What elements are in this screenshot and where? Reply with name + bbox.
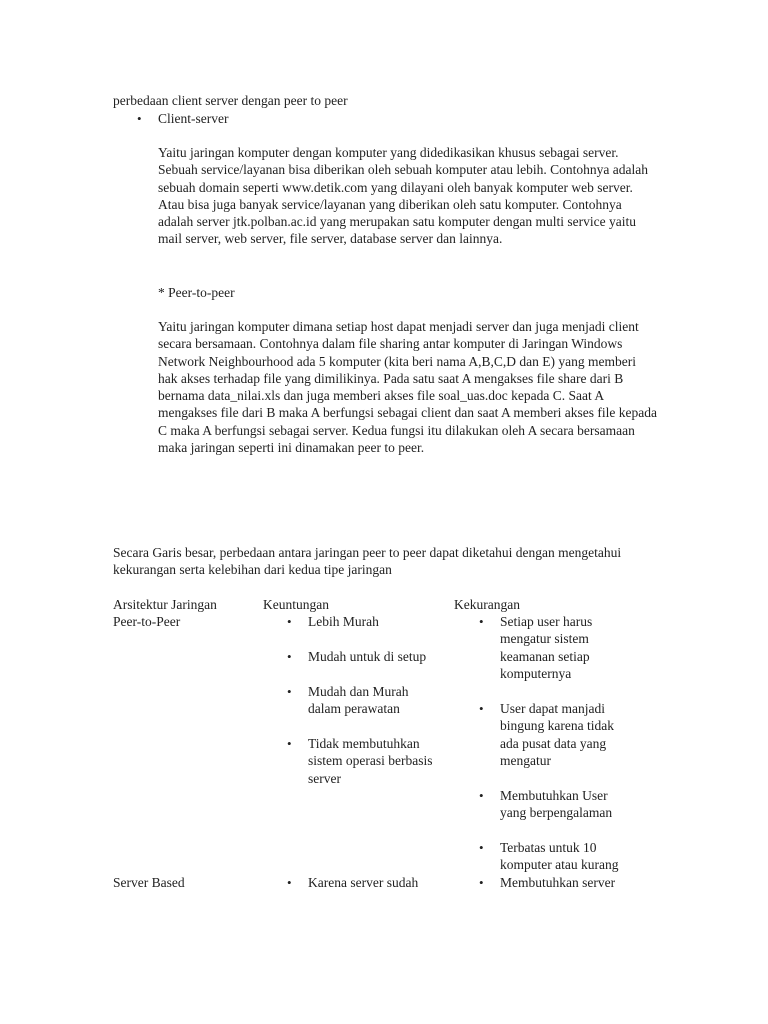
peer-to-peer-paragraph: Yaitu jaringan komputer dimana setiap host dapat menjadi server dan juga menjadi client secara bersamaan. Contohnya dalam file sharing antar komputer di Jaringan Windows Network Neighbourhood ada 5 komputer (kita beri nama A,B,C,D dan E) yang memberi hak akses terhadap file yang dimilikinya. Pada satu saat A mengakses file share dari B bernama data_nilai.xls dan juga memberi akses file soal_uas.doc kepada C. Saat A mengakses file dari B maka A berfungsi sebagai client dan saat A memberi akses file kepada C maka A berfungsi sebagai server. Kedua fungsi itu dilakukan oleh A secara bersamaan maka jaringan seperti ini dinamakan peer to peer. [158,319,657,456]
bullet-glyph: • [479,701,484,716]
peer-to-peer-label: * Peer-to-peer [158,285,235,300]
cons-item: Membutuhkan server [500,875,616,890]
bullet-glyph: • [287,736,292,751]
bullet-glyph: • [479,875,484,890]
cons-item: Membutuhkan User yang berpengalaman [500,788,613,821]
table-header-arsitektur: Arsitektur Jaringan [113,597,217,612]
bullet-glyph: • [287,614,292,629]
document-heading: perbedaan client server dengan peer to peer [113,93,348,108]
bullet-glyph: • [479,788,484,803]
cons-item: Setiap user harus mengatur sistem keamanan setiap komputernya [500,614,593,681]
cons-item: User dapat manjadi bingung karena tidak ada pusat data yang mengatur [500,701,614,768]
bullet-glyph: • [287,684,292,699]
table-header-kekurangan: Kekurangan [454,597,520,612]
pros-item: Karena server sudah [308,875,419,890]
bullet-glyph: • [479,614,484,629]
client-server-paragraph: Yaitu jaringan komputer dengan komputer yang didedikasikan khusus sebagai server. Sebuah service/layanan bisa diberikan oleh sebuah komputer atau lebih. Contohnya adalah sebuah domain seperti www.detik.com yang dilayani oleh banyak komputer web server. Atau bisa juga banyak service/layanan yang diberikan oleh satu komputer. Contohnya adalah server jtk.polban.ac.id yang merupakan satu komputer dengan multi service yaitu mail server, web server, file server, database server dan lainnya. [158,145,648,247]
pros-item: Mudah untuk di setup [308,649,427,664]
client-server-label: Client-server [158,111,229,126]
summary-paragraph: Secara Garis besar, perbedaan antara jaringan peer to peer dapat diketahui dengan mengetahui kekurangan serta kelebihan dari kedua tipe jaringan [113,545,622,578]
table-header-keuntungan: Keuntungan [263,597,329,612]
pros-item: Mudah dan Murah dalam perawatan [308,684,409,717]
pros-item: Lebih Murah [308,614,379,629]
bullet-glyph: • [287,649,292,664]
pros-item: Tidak membutuhkan sistem operasi berbasis server [308,736,433,786]
bullet-glyph: • [479,840,484,855]
arch-cell: Peer-to-Peer [113,614,181,629]
bullet-glyph: • [137,111,142,126]
arch-cell: Server Based [113,875,185,890]
cons-item: Terbatas untuk 10 komputer atau kurang [500,840,619,873]
bullet-glyph: • [287,875,292,890]
